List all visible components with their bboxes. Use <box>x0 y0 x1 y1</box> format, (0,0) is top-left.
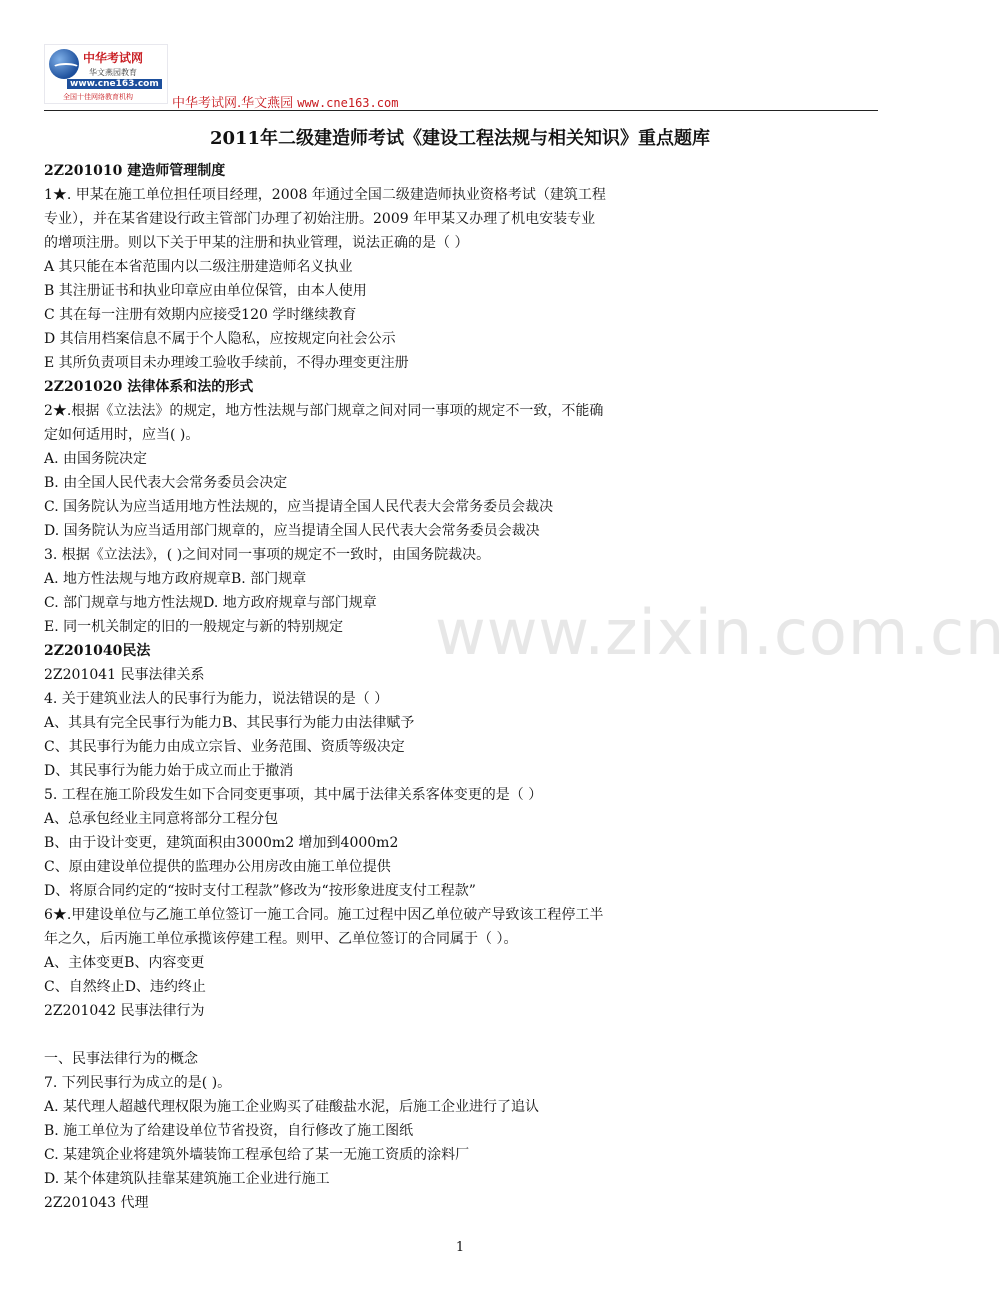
text-line: 2★.根据《立法法》的规定，地方性法规与部门规章之间对同一事项的规定不一致，不能确 <box>44 403 604 419</box>
text-line: 2Z201043 代理 <box>44 1195 149 1211</box>
text-line: 7. 下列民事行为成立的是( )。 <box>44 1075 232 1091</box>
text-line: D. 国务院认为应当适用部门规章的，应当提请全国人民代表大会常务委员会裁决 <box>44 523 540 539</box>
text-line: A、其具有完全民事行为能力B、其民事行为能力由法律赋予 <box>44 715 415 731</box>
text-line: 1★. 甲某在施工单位担任项目经理，2008 年通过全国二级建造师执业资格考试（建筑工程 <box>44 187 606 203</box>
text-line: A. 某代理人超越代理权限为施工企业购买了硅酸盐水泥，后施工企业进行了追认 <box>44 1099 540 1115</box>
watermark: www.zixin.com.cn <box>435 596 1005 669</box>
text-line: C. 某建筑企业将建筑外墙装饰工程承包给了某一无施工资质的涂料厂 <box>44 1147 470 1163</box>
text-line: B. 施工单位为了给建设单位节省投资，自行修改了施工图纸 <box>44 1123 414 1139</box>
logo-subtitle: 华文燕园教育 <box>89 68 137 77</box>
text-line: B. 由全国人民代表大会常务委员会决定 <box>44 475 288 491</box>
text-line: D. 某个体建筑队挂靠某建筑施工企业进行施工 <box>44 1171 330 1187</box>
document-body <box>44 159 878 1215</box>
section-heading: 2Z201020 法律体系和法的形式 <box>44 379 254 395</box>
text-line: E. 同一机关制定的旧的一般规定与新的特别规定 <box>44 619 344 635</box>
text-line: D、将原合同约定的“按时支付工程款”修改为“按形象进度支付工程款” <box>44 883 476 899</box>
text-line: D 其信用档案信息不属于个人隐私，应按规定向社会公示 <box>44 331 396 347</box>
text-line: 6★.甲建设单位与乙施工单位签订一施工合同。施工过程中因乙单位破产导致该工程停工半 <box>44 907 604 923</box>
text-line: C、原由建设单位提供的监理办公用房改由施工单位提供 <box>44 859 391 875</box>
text-line: C、其民事行为能力由成立宗旨、业务范围、资质等级决定 <box>44 739 405 755</box>
header-divider <box>44 110 878 111</box>
text-line: A、总承包经业主同意将部分工程分包 <box>44 811 279 827</box>
header-site-link[interactable] <box>172 92 398 111</box>
text-line: A 其只能在本省范围内以二级注册建造师名义执业 <box>44 259 353 275</box>
text-line: 2Z201041 民事法律关系 <box>44 667 205 683</box>
text-line: C. 部门规章与地方性法规D. 地方政府规章与部门规章 <box>44 595 377 611</box>
blank-line <box>44 1023 878 1047</box>
text-line: 专业），并在某省建设行政主管部门办理了初始注册。2009 年甲某又办理了机电安装专业 <box>44 211 596 227</box>
text-line: 5. 工程在施工阶段发生如下合同变更事项，其中属于法律关系客体变更的是（ ） <box>44 787 543 803</box>
text-line: 的增项注册。则以下关于甲某的注册和执业管理，说法正确的是（ ） <box>44 235 469 251</box>
header-site-name: 中华考试网.华文燕园 <box>172 96 294 111</box>
text-line: C 其在每一注册有效期内应接受120 学时继续教育 <box>44 307 357 323</box>
text-line: 3. 根据《立法法》，( )之间对同一事项的规定不一致时，由国务院裁决。 <box>44 547 491 563</box>
text-line: 4. 关于建筑业法人的民事行为能力，说法错误的是（ ） <box>44 691 389 707</box>
text-line: A、主体变更B、内容变更 <box>44 955 205 971</box>
document-title: 2011年二级建造师考试《建设工程法规与相关知识》重点题库 <box>209 128 711 149</box>
site-logo[interactable] <box>44 44 168 104</box>
text-line: A. 地方性法规与地方政府规章B. 部门规章 <box>44 571 307 587</box>
text-line: A. 由国务院决定 <box>44 451 148 467</box>
text-line: D、其民事行为能力始于成立而止于撤消 <box>44 763 294 779</box>
logo-brand: 中华考试网 <box>83 51 144 65</box>
header-site-url[interactable]: www.cne163.com <box>297 96 399 110</box>
logo-tagline: 全国十佳网络教育机构 <box>63 93 133 101</box>
text-line: 一、民事法律行为的概念 <box>44 1051 198 1067</box>
globe-logo-icon <box>49 49 79 79</box>
text-line: E 其所负责项目未办理竣工验收手续前，不得办理变更注册 <box>44 355 409 371</box>
text-line: B 其注册证书和执业印章应由单位保管，由本人使用 <box>44 283 367 299</box>
text-line: C、自然终止D、违约终止 <box>44 979 206 995</box>
section-heading: 2Z201010 建造师管理制度 <box>44 163 226 179</box>
text-line: 年之久，后丙施工单位承揽该停建工程。则甲、乙单位签订的合同属于（ ）。 <box>44 931 518 947</box>
section-heading: 2Z201040民法 <box>44 643 151 659</box>
text-line: 定如何适用时，应当( )。 <box>44 427 200 443</box>
page-number: 1 <box>455 1240 465 1255</box>
text-line: 2Z201042 民事法律行为 <box>44 1003 205 1019</box>
logo-url: www.cne163.com <box>67 79 162 89</box>
text-line: C. 国务院认为应当适用地方性法规的，应当提请全国人民代表大会常务委员会裁决 <box>44 499 554 515</box>
text-line: B、由于设计变更，建筑面积由3000m2 增加到4000m2 <box>44 835 399 851</box>
